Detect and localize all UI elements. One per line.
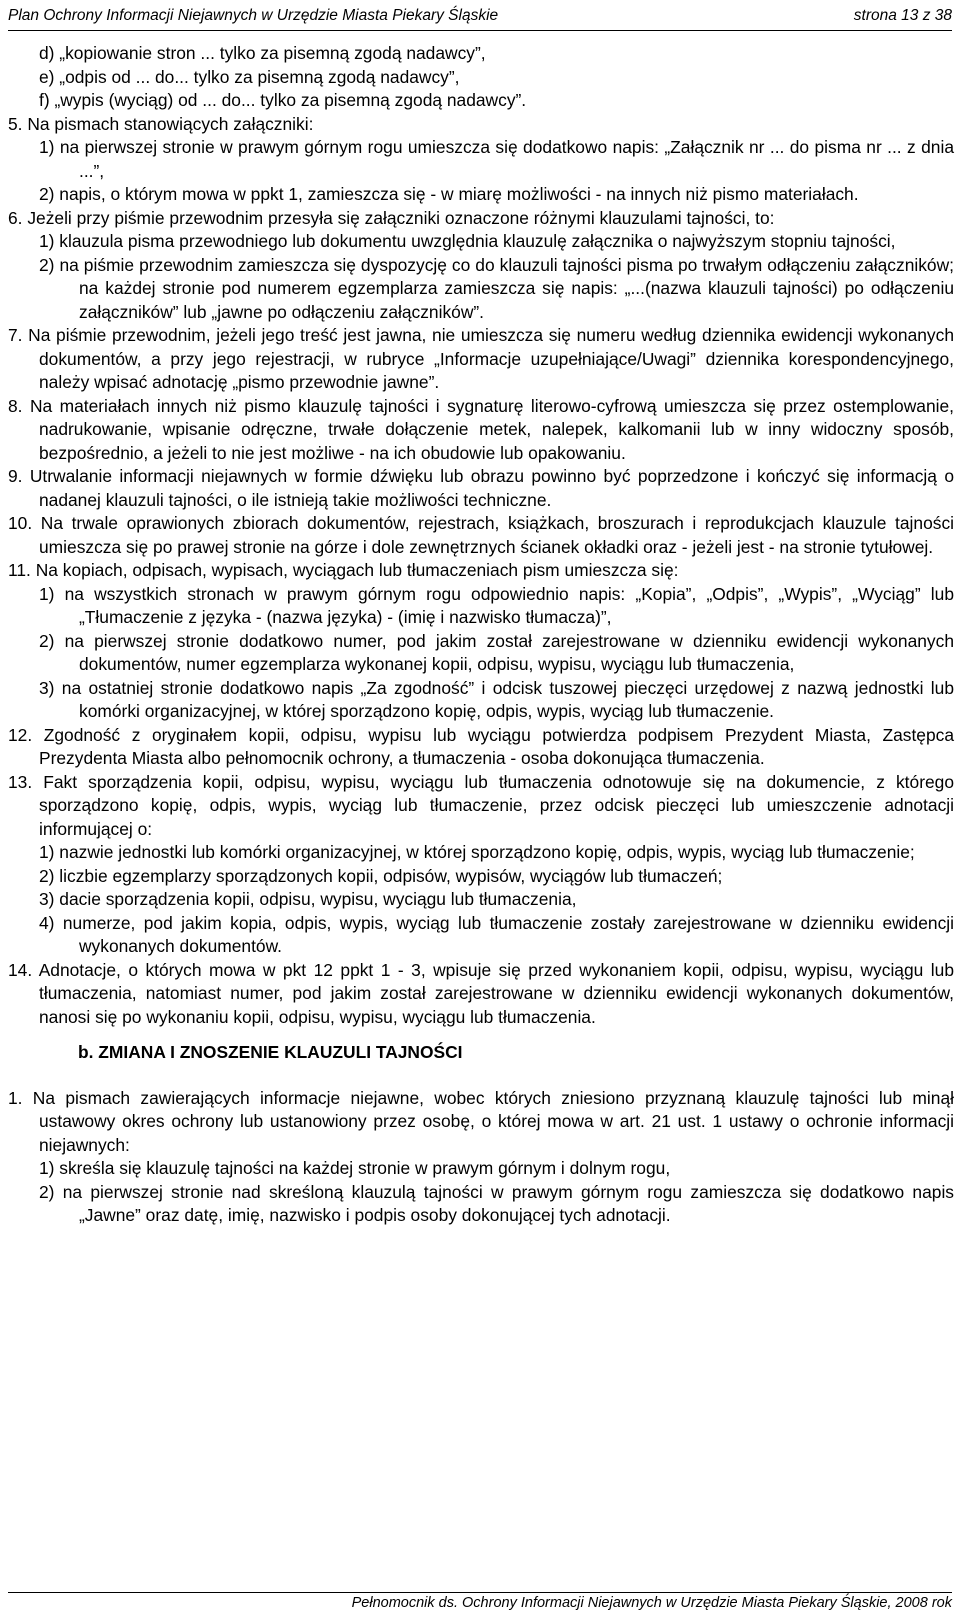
- paragraph: 2) na pierwszej stronie nad skreśloną klauzulą tajności w prawym górnym rogu zamieszcza się dodatkowo napis „Jawne” oraz datę, imię, nazwisko i podpis osoby dokonującej tych adnotacji.: [39, 1181, 954, 1225]
- paragraph: 1) nazwie jednostki lub komórki organizacyjnej, w której sporządzono kopię, odpis, wypis, wyciąg lub tłumaczenie;: [39, 842, 915, 862]
- paragraph: 9. Utrwalanie informacji niejawnych w formie dźwięku lub obrazu powinno być poprzedzone i kończyć się informacją o nadanej klauzuli tajności, o ile istnieją takie możliwości techniczne.: [8, 466, 954, 510]
- page-footer: [8, 1592, 952, 1617]
- paragraph: 6. Jeżeli przy piśmie przewodnim przesyła się załączniki oznaczone różnymi klauzulami tajności, to:: [8, 207, 775, 228]
- paragraph: 1) klauzula pisma przewodniego lub dokumentu uwzględnia klauzulę załącznika o najwyższym stopniu tajności,: [39, 231, 896, 251]
- paragraph: 2) napis, o którym mowa w ppkt 1, zamieszcza się - w miarę możliwości - na innych niż pismo materiałach.: [39, 184, 859, 204]
- page-number: strona 13 z 38: [853, 7, 952, 24]
- paragraph: 3) dacie sporządzenia kopii, odpisu, wypisu, wyciągu lub tłumaczenia,: [39, 889, 577, 909]
- document-body: [8, 42, 954, 1228]
- paragraph-list: [8, 42, 954, 1029]
- document-title: Plan Ochrony Informacji Niejawnych w Urzędzie Miasta Piekary Śląskie: [8, 7, 499, 24]
- paragraph: d) „kopiowanie stron ... tylko za pisemną zgodą nadawcy”,: [39, 43, 486, 63]
- paragraph: 7. Na piśmie przewodnim, jeżeli jego treść jest jawna, nie umieszcza się numeru według dziennika ewidencji wykonanych dokumentów, a przy jego rejestracji, w rubryce „Informacje uzupełniające/Uwagi” dziennika korespondencyjnego, należy wpisać adnotację „pismo przewodnie jawne”.: [8, 325, 954, 392]
- page-header: [8, 4, 952, 31]
- paragraph: 8. Na materiałach innych niż pismo klauzulę tajności i sygnaturę literowo-cyfrową umieszcza się przez ostemplowanie, nadrukowanie, wpisanie odręczne, trwałe dołączenie metek, nalepek, kalkomanii lub w inny widoczny sposób, bezpośrednio, a jeżeli to nie jest możliwe - na ich obudowie lub opakowaniu.: [8, 395, 954, 463]
- paragraph: 1) na wszystkich stronach w prawym górnym rogu odpowiednio napis: „Kopia”, „Odpis”, „Wypis”, „Wyciąg” lub „Tłumaczenie z języka - (nazwa języka) - (imię i nazwisko tłumacza)”,: [39, 583, 954, 627]
- paragraph: 1. Na pismach zawierających informacje niejawne, wobec których zniesiono przyznaną klauzulę tajności lub minął ustawowy okres ochrony lub ustanowiony przez osobę, o której mowa w art. 21 ust. 1 ustawy o ochronie informacji niejawnych:: [8, 1087, 954, 1155]
- paragraph: 14. Adnotacje, o których mowa w pkt 12 ppkt 1 - 3, wpisuje się przed wykonaniem kopii, odpisu, wypisu, wyciągu lub tłumaczenia, natomiast numer, pod jakim został zarejestrowane w dzienniku ewidencji wykonanych dokumentów, nanosi się po wykonaniu kopii, odpisu, wypisu, wyciągu lub tłumaczenia.: [8, 959, 954, 1027]
- paragraph: e) „odpis od ... do... tylko za pisemną zgodą nadawcy”,: [39, 66, 460, 87]
- paragraph: 4) numerze, pod jakim kopia, odpis, wypis, wyciąg lub tłumaczenie zostały zarejestrowane w dzienniku ewidencji wykonanych dokumentów.: [39, 912, 954, 956]
- paragraph: 5. Na pismach stanowiących załączniki:: [8, 113, 314, 134]
- section-title: b. ZMIANA I ZNOSZENIE KLAUZULI TAJNOŚCI: [78, 1042, 463, 1062]
- paragraph: 1) na pierwszej stronie w prawym górnym rogu umieszcza się dodatkowo napis: „Załącznik nr ... do pisma nr ... z dnia ...”,: [39, 137, 954, 181]
- paragraph: 3) na ostatniej stronie dodatkowo napis „Za zgodność” i odcisk tuszowej pieczęci urzędowej z nazwą jednostki lub komórki organizacyjnej, w której sporządzono kopię, odpis, wypis, wyciąg lub tłumaczenie.: [39, 677, 954, 721]
- paragraph: 10. Na trwale oprawionych zbiorach dokumentów, rejestrach, książkach, broszurach i reprodukcjach klauzule tajności umieszcza się po prawej stronie na górze i dole zewnętrznych ścianek okładki oraz - jeżeli jest - na stronie tytułowej.: [8, 513, 954, 557]
- paragraph: 1) skreśla się klauzulę tajności na każdej stronie w prawym górnym i dolnym rogu,: [39, 1158, 671, 1178]
- paragraph: 2) na piśmie przewodnim zamieszcza się dyspozycję co do klauzuli tajności pisma po trwałym odłączeniu załączników; na każdej stronie pod numerem egzemplarza zamieszcza się napis: „...(nazwa klauzuli tajności) po odłączeniu załączników” lub „jawne po odłączeniu załączników”.: [39, 254, 954, 322]
- paragraph: 12. Zgodność z oryginałem kopii, odpisu, wypisu lub wyciągu potwierdza podpisem Prezydent Miasta, Zastępca Prezydenta Miasta albo pełnomocnik ochrony, a tłumaczenia - osoba dokonująca tłumaczenia.: [8, 724, 954, 768]
- paragraph: f) „wypis (wyciąg) od ... do... tylko za pisemną zgodą nadawcy”.: [39, 90, 527, 110]
- footer-text: Pełnomocnik ds. Ochrony Informacji Niejawnych w Urzędzie Miasta Piekary Śląskie, 2008 rok: [351, 1595, 952, 1611]
- paragraph: 13. Fakt sporządzenia kopii, odpisu, wypisu, wyciągu lub tłumaczenia odnotowuje się na dokumencie, z którego sporządzono kopię, odpis, wypis, wyciąg lub tłumaczenie, przez odcisk pieczęci lub umieszczenie adnotacji informującej o:: [8, 771, 954, 839]
- paragraph: 2) na pierwszej stronie dodatkowo numer, pod jakim został zarejestrowane w dzienniku ewidencji wykonanych dokumentów, numer egzemplarza wykonanej kopii, odpisu, wypisu, wyciągu lub tłumaczenia,: [39, 630, 954, 674]
- paragraph: 2) liczbie egzemplarzy sporządzonych kopii, odpisów, wypisów, wyciągów lub tłumaczeń;: [39, 865, 723, 886]
- paragraph: 11. Na kopiach, odpisach, wypisach, wyciągach lub tłumaczeniach pism umieszcza się:: [8, 560, 679, 580]
- paragraph-list-2: [8, 1087, 954, 1228]
